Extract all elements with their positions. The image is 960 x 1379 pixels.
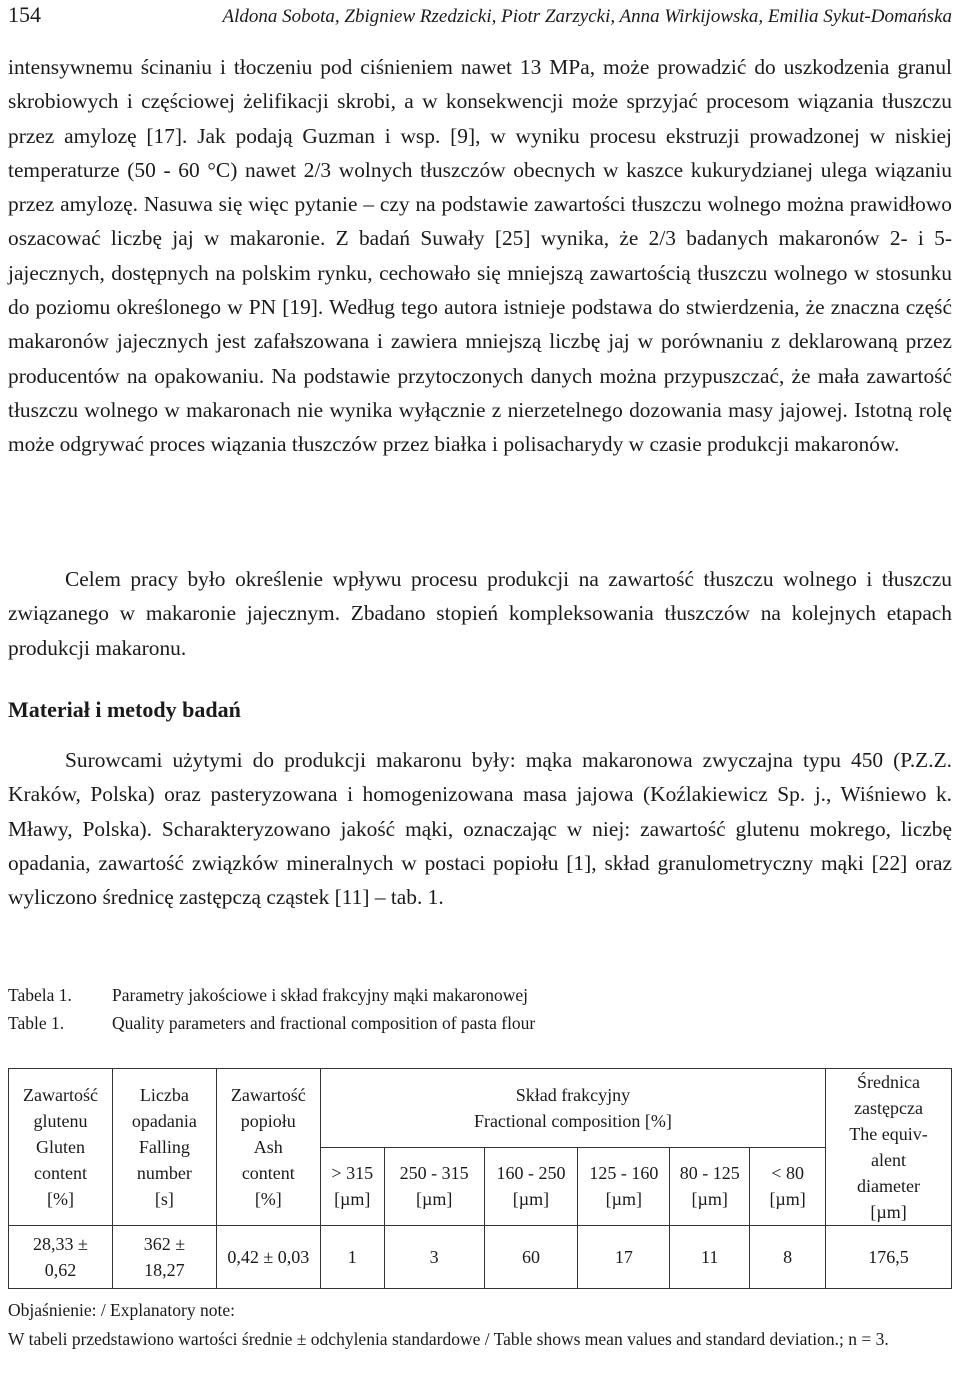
header-fraction-lt80: < 80 [µm] (750, 1147, 826, 1226)
cell-equivalent-diameter: 176,5 (826, 1226, 952, 1289)
cell-fraction-gt315: 1 (320, 1226, 384, 1289)
header-ash: Zawartość popiołu Ash content [%] (216, 1069, 320, 1226)
paragraph-intro: intensywnemu ścinaniu i tłoczeniu pod ciśnieniem nawet 13 MPa, może prowadzić do uszkodzenia granul skrobiowych i częściowej żelifikacji skrobi, a w konsekwencji może sprzyjać procesom wiązania tłuszczu przez amylozę [17]. Jak podają Guzman i wsp. [9], w wyniku procesu ekstruzji prowadzonej w niskiej temperaturze (50 - 60 °C) nawet 2/3 wolnych tłuszczów obecnych w kaszce kukurydzianej ulega wiązaniu przez amylozę. Nasuwa się więc pytanie – czy na podstawie zawartości tłuszczu wolnego można prawidłowo oszacować liczbę jaj w makaronie. Z badań Suwały [25] wynika, że 2/3 badanych makaronów 2- i 5-jajecznych, dostępnych na polskim rynku, cechowało się mniejszą zawartością tłuszczu wolnego w stosunku do poziomu określonego w PN [19]. Według tego autora istnieje podstawa do stwierdzenia, że znaczna część makaronów jajecznych jest zafałszowana i zawiera mniejszą liczbę jaj w porównaniu z deklarowaną przez producentów na opakowaniu. Na podstawie przytoczonych danych można przypuszczać, że mała zawartość tłuszczu wolnego w makaronach nie wynika wyłącznie z nierzetelnego dozowania masy jajowej. Istotną rolę może odgrywać proces wiązania tłuszczów przez białka i polisacharydy w czasie produkcji makaronów. (8, 55, 952, 457)
header-fraction-gt315: > 315 [µm] (320, 1147, 384, 1226)
table-caption-pl-label: Tabela 1. (8, 985, 72, 1005)
header-gluten: Zawartość glutenu Gluten content [%] (9, 1069, 113, 1226)
table-caption-pl (8, 985, 528, 1006)
page-number: 154 (8, 2, 41, 27)
paragraph-aim: Celem pracy było określenie wpływu procesu produkcji na zawartość tłuszczu wolnego i tłuszczu związanego w makaronie jajecznym. Zbadano stopień kompleksowania tłuszczów na kolejnych etapach produkcji makaronu. (8, 567, 952, 660)
cell-fraction-250-315: 3 (384, 1226, 484, 1289)
paragraph-materials: Surowcami użytymi do produkcji makaronu były: mąka makaronowa zwyczajna typu 450 (P.Z.Z. Kraków, Polska) oraz pasteryzowana i homogenizowana masa jajowa (Koźlakiewicz Sp. j., Wiśniewo k. Mławy, Polska). Scharakteryzowano jakość mąki, oznaczając w niej: zawartość glutenu mokrego, liczbę opadania, zawartość związków mineralnych w postaci popiołu [1], skład granulometryczny mąki [22] oraz wyliczono średnicę zastępczą cząstek [11] – tab. 1. (8, 748, 952, 910)
cell-fraction-lt80: 8 (750, 1226, 826, 1289)
header-fraction-80-125: 80 - 125 [µm] (670, 1147, 750, 1226)
cell-ash: 0,42 ± 0,03 (216, 1226, 320, 1289)
document-page (8, 0, 952, 1349)
page-header (8, 0, 952, 38)
header-fraction-250-315: 250 - 315 [µm] (384, 1147, 484, 1226)
table-caption-en-label: Table 1. (8, 1013, 65, 1033)
header-fraction-160-250: 160 - 250 [µm] (484, 1147, 578, 1226)
explanatory-note-text: W tabeli przedstawiono wartości średnie ± odchylenia standardowe / Table shows mean values and standard deviation.; n = 3. (8, 1329, 889, 1349)
header-fraction-125-160: 125 - 160 [µm] (578, 1147, 670, 1226)
header-fractional-composition: Skład frakcyjny Fractional composition [%] (320, 1069, 825, 1148)
cell-falling-number: 362 ± 18,27 (112, 1226, 216, 1289)
table-caption-pl-text: Parametry jakościowe i skład frakcyjny mąki makaronowej (112, 985, 528, 1005)
table-caption-en-text: Quality parameters and fractional composition of pasta flour (112, 1013, 536, 1033)
explanatory-note-label: Objaśnienie: / Explanatory note: (8, 1300, 235, 1320)
table-header-row-1 (9, 1069, 952, 1148)
running-head-authors: Aldona Sobota, Zbigniew Rzedzicki, Piotr Zarzycki, Anna Wirkijowska, Emilia Sykut-Domańska (222, 6, 952, 27)
section-heading-materials-methods: Materiał i metody badań (8, 697, 241, 722)
table-caption-en (8, 1013, 535, 1034)
cell-fraction-160-250: 60 (484, 1226, 578, 1289)
flour-quality-table (8, 1068, 952, 1289)
header-equivalent-diameter: Średnica zastępcza The equiv- alent diameter [µm] (826, 1069, 952, 1226)
cell-fraction-125-160: 17 (578, 1226, 670, 1289)
cell-fraction-80-125: 11 (670, 1226, 750, 1289)
cell-gluten: 28,33 ± 0,62 (9, 1226, 113, 1289)
header-falling-number: Liczba opadania Falling number [s] (112, 1069, 216, 1226)
table-row (9, 1226, 952, 1289)
